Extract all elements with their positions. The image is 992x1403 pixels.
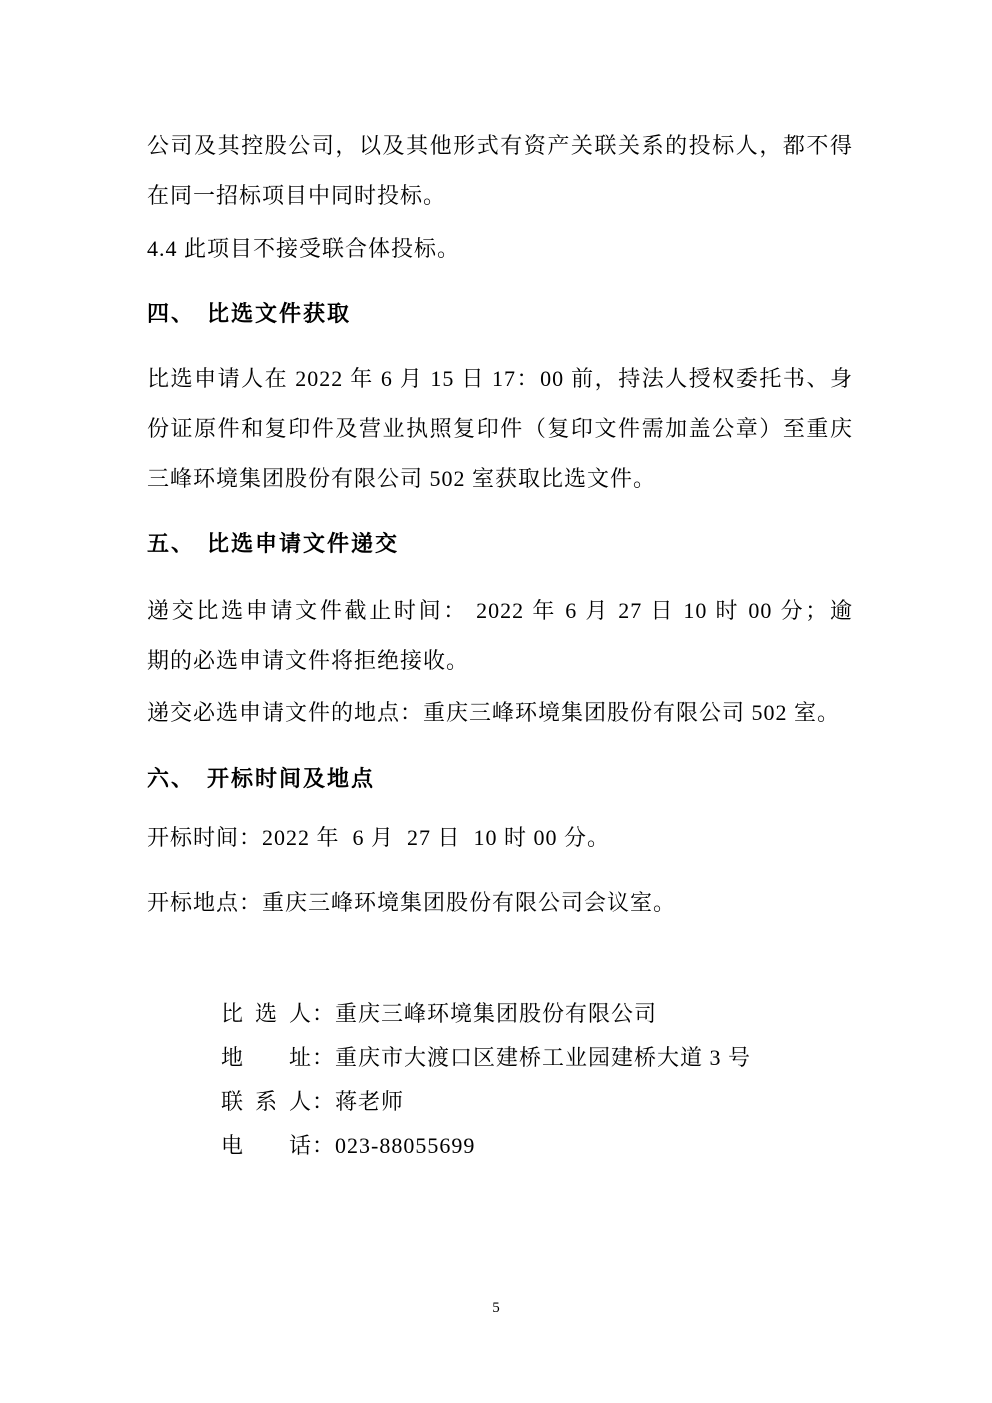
- section-number: 六、: [147, 766, 196, 791]
- text-line: 比选申请人在 2022 年 6 月 15 日 17：00 前，持法人授权委托书、身: [147, 366, 853, 391]
- section-title: 比选文件获取: [207, 301, 352, 326]
- contact-row-phone: [221, 1124, 861, 1168]
- contact-label: 电话: [221, 1133, 312, 1158]
- section-5-paragraph-deadline: [147, 586, 853, 686]
- section-number: 五、: [147, 531, 196, 556]
- contact-colon: ：: [312, 1045, 336, 1070]
- contact-row-address: [221, 1036, 861, 1080]
- section-heading-document-acquisition: [147, 298, 853, 330]
- text-line: 4.4 此项目不接受联合体投标。: [147, 236, 461, 261]
- text-line: 递交必选申请文件的地点：重庆三峰环境集团股份有限公司 502 室。: [147, 700, 841, 725]
- contact-value: 重庆三峰环境集团股份有限公司: [335, 1001, 658, 1026]
- section-title: 比选申请文件递交: [207, 531, 400, 556]
- text-line: 份证原件和复印件及营业执照复印件（复印文件需加盖公章）至重庆: [147, 416, 853, 441]
- contact-label: 联系人: [221, 1089, 312, 1114]
- text-line: 开标时间：2022 年 6 月 27 日 10 时 00 分。: [147, 825, 611, 850]
- contact-label: 比选人: [221, 1001, 312, 1026]
- section-heading-bid-opening: [147, 763, 853, 795]
- contact-colon: ：: [312, 1089, 336, 1114]
- section-title: 开标时间及地点: [207, 766, 376, 791]
- section-5-paragraph-location: [147, 688, 853, 738]
- contact-info-block: [221, 992, 861, 1168]
- contact-colon: ：: [312, 1001, 336, 1026]
- paragraph-joint-bidding-restriction: [147, 121, 853, 221]
- text-line: 三峰环境集团股份有限公司 502 室获取比选文件。: [147, 466, 657, 491]
- section-6-paragraph-place: [147, 878, 853, 928]
- contact-label: 地址: [221, 1045, 312, 1070]
- text-line: 递交比选申请文件截止时间： 2022 年 6 月 27 日 10 时 00 分；逾: [147, 598, 853, 623]
- text-line: 公司及其控股公司，以及其他形式有资产关联关系的投标人，都不得: [147, 133, 853, 158]
- section-6-paragraph-time: [147, 813, 853, 863]
- text-line: 期的必选申请文件将拒绝接收。: [147, 648, 470, 673]
- clause-4-4: [147, 224, 853, 274]
- contact-value: 重庆市大渡口区建桥工业园建桥大道 3 号: [335, 1045, 752, 1070]
- contact-colon: ：: [312, 1133, 336, 1158]
- section-number: 四、: [147, 301, 196, 326]
- text-line: 在同一招标项目中同时投标。: [147, 183, 447, 208]
- contact-value: 023-88055699: [335, 1133, 476, 1158]
- page-number: 5: [492, 1300, 500, 1316]
- section-heading-application-submission: [147, 528, 853, 560]
- contact-value: 蒋老师: [335, 1089, 405, 1114]
- contact-row-person: [221, 1080, 861, 1124]
- section-4-paragraph: [147, 354, 853, 504]
- text-line: 开标地点：重庆三峰环境集团股份有限公司会议室。: [147, 890, 677, 915]
- contact-row-selector: [221, 992, 861, 1036]
